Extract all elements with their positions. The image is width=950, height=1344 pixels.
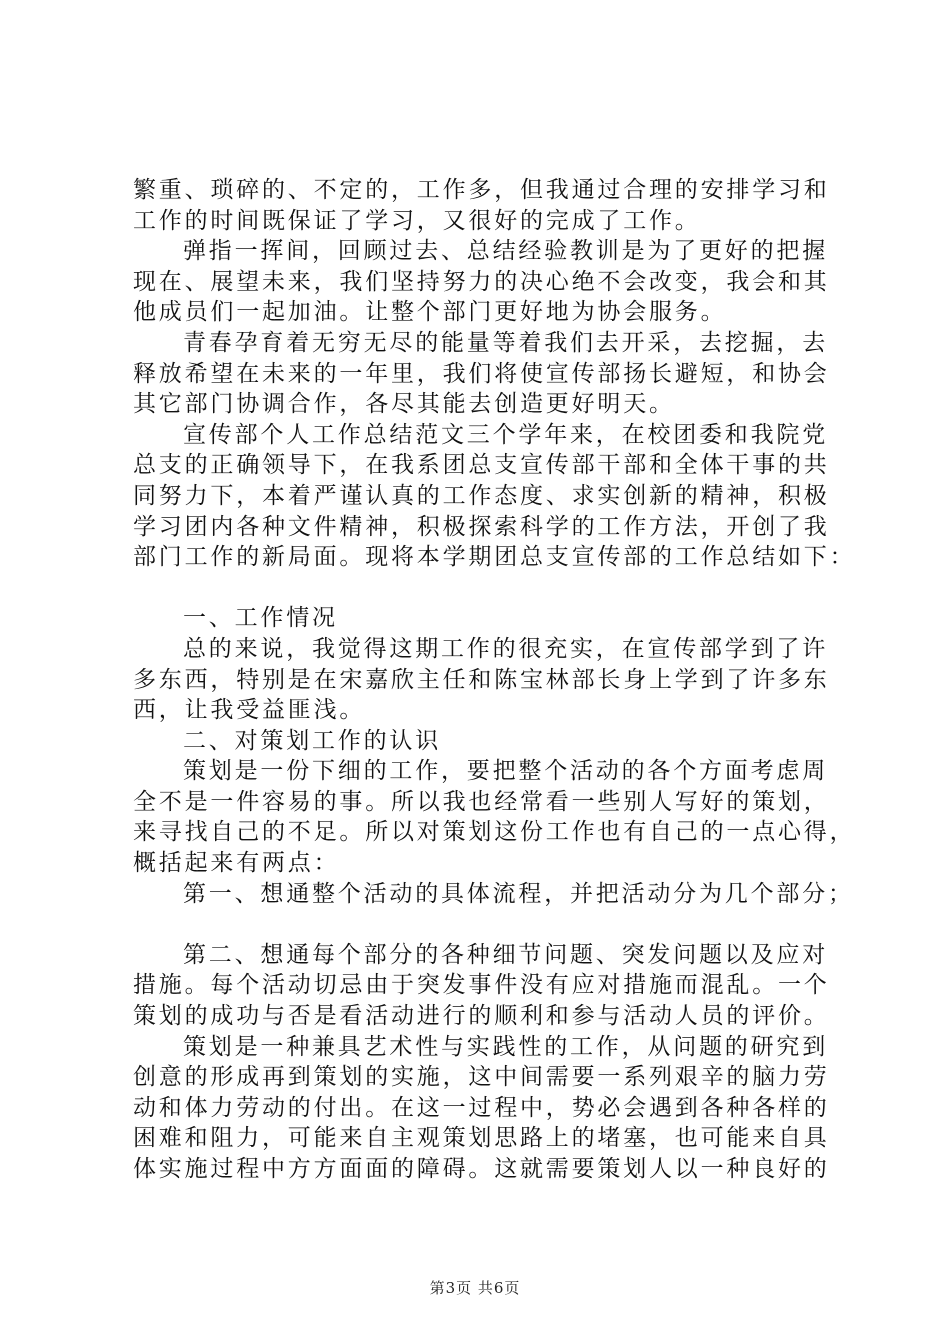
text-line: 策划是一份下细的工作，要把整个活动的各个方面考虑周 — [183, 758, 828, 785]
text-line: 总的来说，我觉得这期工作的很充实，在宣传部学到了许 — [183, 635, 828, 662]
text-line: 繁重、琐碎的、不定的，工作多，但我通过合理的安排学习和 — [133, 177, 830, 203]
text-line: 部门工作的新局面。现将本学期团总支宣传部的工作总结如下： — [133, 544, 856, 571]
text-line: 动和体力劳动的付出。在这一过程中，势必会遇到各种各样的 — [133, 1094, 830, 1121]
text-line: 来寻找自己的不足。所以对策划这份工作也有自己的一点心得， — [133, 819, 856, 846]
text-line: 体实施过程中方方面面的障碍。这就需要策划人以一种良好的 — [133, 1156, 830, 1182]
text-line: 工作的时间既保证了学习，又很好的完成了工作。 — [133, 207, 701, 234]
text-line: 二、对策划工作的认识 — [183, 727, 441, 754]
text-line: 其它部门协调合作，各尽其能去创造更好明天。 — [133, 391, 675, 418]
text-line: 策划是一种兼具艺术性与实践性的工作，从问题的研究到 — [183, 1033, 828, 1060]
text-line: 宣传部个人工作总结范文三个学年来，在校团委和我院党 — [183, 421, 828, 448]
document-body — [133, 175, 856, 1185]
text-line: 多东西，特别是在宋嘉欣主任和陈宝林部长身上学到了许多东 — [133, 666, 830, 693]
text-line: 概括起来有两点： — [133, 850, 340, 877]
blank-line — [133, 573, 833, 604]
text-line: 一、工作情况 — [183, 605, 338, 632]
text-line: 第二、想通每个部分的各种细节问题、突发问题以及应对 — [183, 941, 828, 968]
text-line: 创意的形成再到策划的实施，这中间需要一系列艰辛的脑力劳 — [133, 1064, 830, 1091]
text-line: 措施。每个活动切忌由于突发事件没有应对措施而混乱。一个 — [133, 972, 830, 999]
text-line: 西，让我受益匪浅。 — [133, 697, 366, 724]
text-line: 现在、展望未来，我们坚持努力的决心绝不会改变，我会和其 — [133, 268, 830, 295]
text-line: 弹指一挥间，回顾过去、总结经验教训是为了更好的把握 — [183, 238, 828, 265]
text-line: 全不是一件容易的事。所以我也经常看一些别人写好的策划， — [133, 788, 830, 815]
text-line: 困难和阻力，可能来自主观策划思路上的堵塞，也可能来自具 — [133, 1125, 830, 1152]
page-footer: 第3页 共6页 — [429, 1279, 521, 1297]
text-line: 青春孕育着无穷无尽的能量等着我们去开采，去挖掘，去 — [183, 329, 828, 356]
text-line: 他成员们一起加油。让整个部门更好地为协会服务。 — [133, 299, 727, 326]
text-line: 策划的成功与否是看活动进行的顺利和参与活动人员的评价。 — [133, 1003, 830, 1030]
blank-line — [133, 909, 833, 940]
text-line: 第一、想通整个活动的具体流程，并把活动分为几个部分； — [183, 880, 854, 907]
text-line: 总支的正确领导下，在我系团总支宣传部干部和全体干事的共 — [133, 452, 830, 479]
text-line: 释放希望在未来的一年里，我们将使宣传部扬长避短，和协会 — [133, 360, 830, 387]
text-line: 学习团内各种文件精神，积极探索科学的工作方法，开创了我 — [133, 513, 830, 540]
text-line: 同努力下，本着严谨认真的工作态度、求实创新的精神，积极 — [133, 482, 830, 509]
